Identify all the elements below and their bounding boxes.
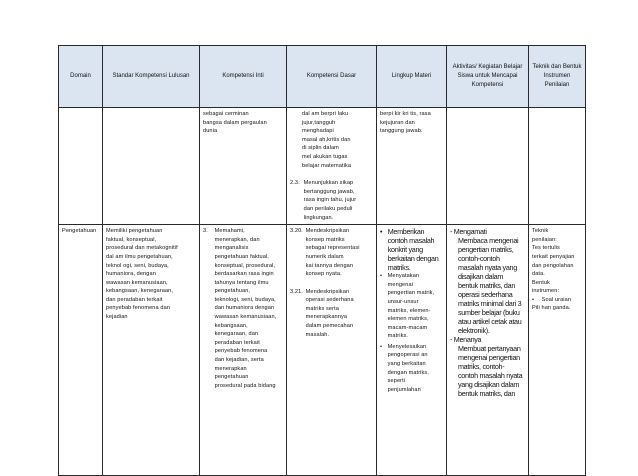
text-block — [532, 304, 582, 313]
text-line: Mendeskripsikan — [305, 288, 350, 295]
text-line: Tes tertulis — [532, 245, 560, 252]
text-line: pengetahuan — [214, 374, 249, 381]
text-line: matriks, elemen- — [387, 307, 431, 314]
text-line: pengertian matriks, — [458, 245, 514, 255]
text-line: faktual, konseptual, — [106, 236, 157, 243]
text-line: sebagai representasi — [305, 245, 360, 252]
text-line: seperti — [387, 378, 406, 385]
header-row — [59, 46, 586, 108]
text-line: matriks serta — [305, 305, 339, 312]
text-line: macam-macam — [387, 324, 428, 331]
text-line: Menunjukkan sikap — [303, 180, 354, 187]
text-line: Membuat pertanyaan — [458, 344, 521, 354]
text-block — [203, 110, 283, 136]
text-line: teknologi, seni, budaya, — [214, 296, 276, 303]
text-line: matriks. — [387, 263, 411, 273]
text-line: matriks minimal dari 3 — [458, 299, 522, 309]
text-line: pengoperasi an — [387, 352, 428, 359]
text-line: elektronik). — [458, 326, 490, 336]
text-line: sumber belajar (buku — [458, 308, 520, 318]
text-line: kai tannya dengan — [305, 262, 354, 269]
text-line: contoh masalah — [387, 236, 435, 246]
text-line: bertanggung jawab, — [303, 188, 355, 195]
text-line: mel akukan tugas — [302, 153, 348, 160]
item-number: 2.3. — [290, 180, 300, 187]
cell-lingkup — [377, 225, 447, 476]
header-teknik: Teknik dan Bentuk Instrumen Penilaian — [529, 46, 586, 108]
text-line: konsep matriks — [305, 236, 345, 243]
text-line: rasa ingin tahu, jujur — [303, 197, 357, 204]
text-line: matriks. — [387, 333, 409, 340]
cell-standar — [103, 225, 200, 476]
text-block — [306, 227, 360, 279]
text-block — [290, 110, 373, 170]
text-line: dunia — [203, 128, 218, 135]
text-line: bentuk matriks, dan — [458, 281, 516, 291]
cell-inti — [200, 225, 287, 476]
text-line: dal am berpri laku — [302, 111, 349, 117]
text-block — [388, 227, 439, 272]
text-line: peradaban terkait — [214, 339, 260, 346]
text-line: bentuk matriks, dan — [458, 389, 516, 399]
text-line: mengenai pengertian — [458, 353, 520, 363]
text-line: di siplin dalam — [302, 145, 339, 152]
text-line: menghadapi — [302, 128, 334, 135]
text-block — [532, 227, 582, 296]
text-line: dan humaniora dengan — [214, 305, 275, 312]
cell-domain-empty — [59, 108, 103, 225]
text-line: Pili han ganda. — [532, 305, 571, 312]
header-aktivitas: Aktivitas/ Kegiatan Belajar Siswa untuk Mencapai Kompetensi — [447, 46, 529, 108]
text-line: operasi sederhana — [458, 290, 513, 300]
text-line: elemen matriks, — [387, 316, 429, 323]
text-line: belajar matematika — [302, 162, 352, 169]
text-line: Memiliki pengetahuan — [106, 228, 163, 235]
bullet-icon: • — [532, 296, 535, 303]
text-line: menerapkannya — [305, 314, 348, 321]
text-block — [388, 343, 429, 395]
text-block — [450, 236, 525, 335]
text-line: pengetahuan, — [214, 288, 251, 295]
text-line: kebangsaan, — [214, 322, 248, 329]
bullet-icon: • — [380, 227, 383, 237]
text-line: masalah. — [305, 331, 330, 338]
text-line: dan peradaban terkait — [106, 296, 163, 303]
item-number: 3.21. — [290, 288, 303, 295]
text-line: menganalisis — [214, 245, 249, 252]
text-line: berpi kir kri tis, rasa — [380, 111, 431, 117]
text-block — [388, 272, 435, 341]
text-line: menerapkan, dan — [214, 236, 260, 243]
table-row — [59, 108, 586, 225]
text-line: Memberikan — [387, 227, 425, 237]
text-line: jujur,tangguh — [302, 119, 336, 126]
assessment-bullet: Soal uraian — [541, 296, 572, 303]
bullet-icon: • — [380, 343, 383, 350]
text-line: dan pengolahan — [532, 262, 574, 269]
text-line: konseptual, prosedural, — [214, 262, 276, 269]
header-standar: Standar Kompetensi Lulusan — [103, 46, 200, 108]
text-line: matriks, contoh- — [458, 362, 505, 372]
text-block — [215, 227, 277, 390]
text-line: dal am ilmu pengetahuan, — [106, 253, 173, 260]
text-block — [450, 344, 525, 398]
cell-dasar — [287, 108, 377, 225]
text-line: teknol ogi, seni, budaya, — [106, 262, 169, 269]
text-line: penilaian: — [532, 236, 557, 243]
text-line: instrumen: — [532, 288, 560, 295]
text-line: operasi sederhana — [305, 297, 354, 304]
text-line: Bentuk — [532, 279, 551, 286]
text-line: pengetahuan faktual, — [214, 253, 269, 260]
text-line: Mendeskripsikan — [305, 228, 350, 235]
header-lingkup: Lingkup Materi — [377, 46, 447, 108]
text-line: dan perilaku peduli — [303, 205, 353, 212]
text-line: pengertian matrik, — [387, 290, 435, 297]
text-line: Membaca mengenai — [458, 236, 519, 246]
text-line: konsep nyata. — [305, 271, 342, 278]
text-line: berkaitan dengan — [387, 254, 439, 264]
text-line: kejadian — [106, 314, 128, 321]
text-block — [380, 110, 443, 136]
cell-aktivitas — [447, 225, 529, 476]
text-line: terkait penyajian — [532, 253, 575, 260]
text-line: kenegaraan, dan — [214, 331, 259, 338]
text-line: tanggung jawab. — [380, 128, 423, 135]
text-line: atau artikel cetak atau — [458, 317, 522, 327]
cell-dasar — [287, 225, 377, 476]
item-number: 3. — [203, 228, 208, 235]
text-line: Menyatakan — [387, 273, 420, 280]
cell-teknik — [529, 225, 586, 476]
activity-heading: - Menanya — [450, 335, 482, 345]
text-line: prosedural dan metakognitif — [106, 245, 178, 252]
text-line: yang berkaitan — [387, 361, 426, 368]
text-line: kejujuran dan — [380, 119, 415, 126]
bullet-icon: • — [380, 273, 383, 280]
cell-domain — [59, 225, 103, 476]
text-line: Teknik — [532, 228, 549, 235]
text-line: Menyelesaikan — [387, 343, 427, 350]
text-line: tahunya tentang ilmu — [214, 279, 269, 286]
text-line: berdasarkan rasa ingin — [214, 271, 274, 278]
activity-heading: - Mengamati — [450, 227, 487, 237]
header-dasar: Kompetensi Dasar — [287, 46, 377, 108]
cell-aktivitas-empty — [447, 108, 529, 225]
curriculum-table — [58, 45, 586, 476]
header-inti: Kompetensi Inti — [200, 46, 287, 108]
text-block — [306, 288, 354, 340]
text-line: contoh-contoh — [458, 254, 500, 264]
text-line: wawasan kemanusiaan, — [106, 279, 168, 286]
cell-lingkup — [377, 108, 447, 225]
cell-inti — [200, 108, 287, 225]
text-line: penyebab fenomena dan — [106, 305, 170, 312]
domain-label: Pengetahuan — [62, 228, 97, 235]
text-line: sebagai cerminan — [203, 111, 249, 117]
table-row — [59, 225, 586, 476]
text-line: penyebab fenomena — [214, 348, 268, 355]
text-line: numerik dalam — [305, 253, 344, 260]
text-line: konkrit yang — [387, 245, 423, 255]
text-line: wawasan kemanusiaan, — [214, 314, 277, 321]
text-line: menerapkan — [214, 365, 247, 372]
text-line: dengan matriks, — [387, 369, 429, 376]
cell-teknik-empty — [529, 108, 586, 225]
text-line: yang disajikan dalam — [458, 380, 520, 390]
item-number: 3.20. — [290, 228, 303, 235]
cell-standar-empty — [103, 108, 200, 225]
text-block — [106, 227, 196, 322]
text-line: masalah nyata yang — [458, 263, 517, 273]
text-line: bangsa dalam pergaulan — [203, 119, 267, 126]
text-line: dalam pemecahan — [305, 323, 354, 330]
text-line: humaniora, dengan — [106, 271, 156, 278]
text-line: Memahami, — [214, 228, 245, 235]
text-line: data. — [532, 271, 545, 278]
text-line: disajikan dalam — [458, 272, 504, 282]
text-line: lingkungan. — [303, 214, 334, 221]
text-line: dan kejadian, serta — [214, 357, 264, 364]
text-line: unsur-unsur — [387, 298, 419, 305]
text-line: masal ah,kritis dan — [302, 136, 351, 143]
text-line: penjumlahan — [387, 386, 421, 393]
text-block — [304, 179, 357, 222]
text-line: contoh masalah nyata — [458, 371, 523, 381]
text-line: kebangsaan, kenegaraan, — [106, 288, 173, 295]
text-line: prosedural pada bidang — [214, 382, 276, 389]
header-domain: Domain — [59, 46, 103, 108]
text-line: mengenai — [387, 281, 414, 288]
